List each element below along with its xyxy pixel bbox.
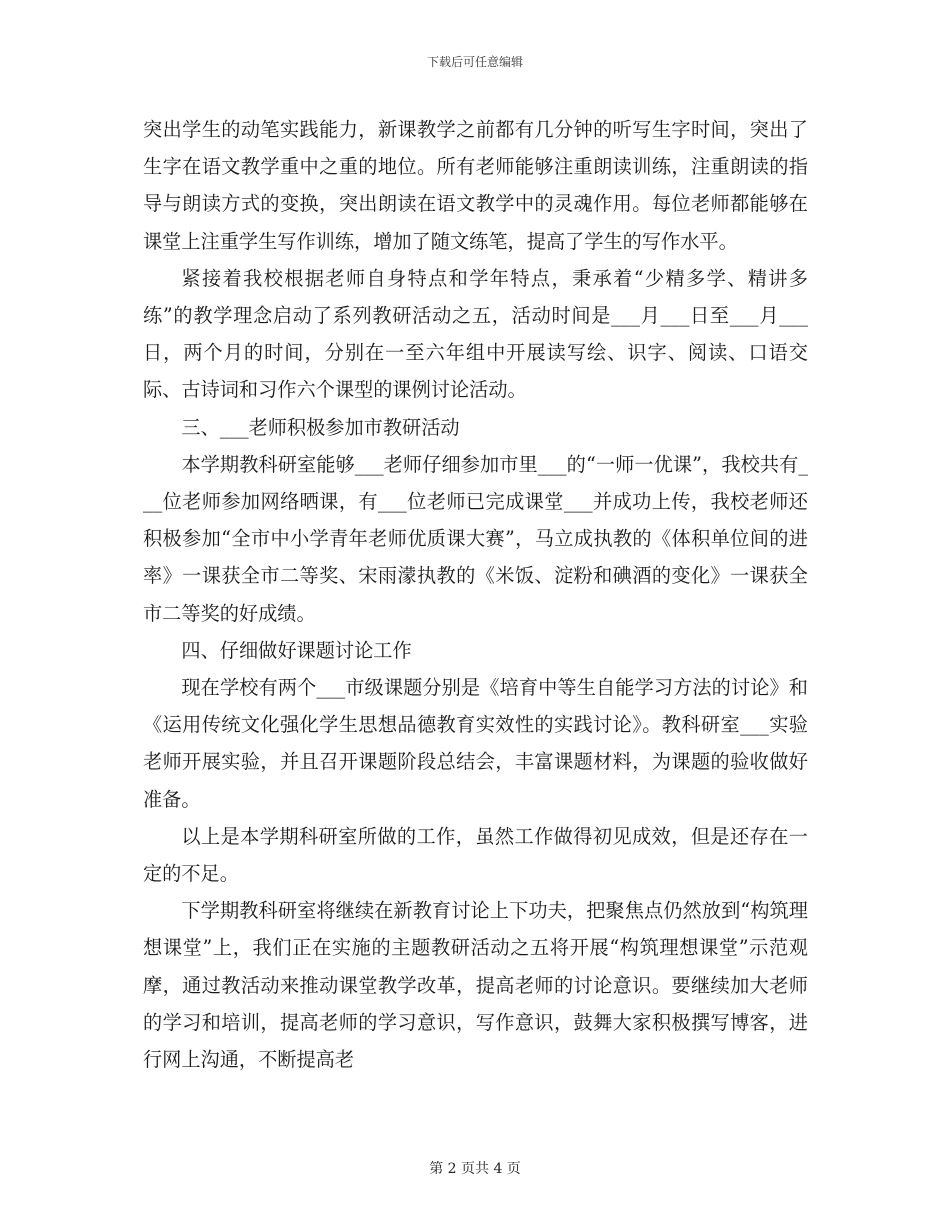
document-body [143, 111, 808, 1078]
section-heading-4: 四、仔细做好课题讨论工作 [181, 638, 412, 662]
section-heading-3: 三、___老师积极参加市教研活动 [181, 415, 460, 439]
paragraph-2: 紧接着我校根据老师自身特点和学年特点，秉承着“少精多学、精讲多练”的教学理念启动了系列教研活动之五，活动时间是___月___日至___月___日，两个月的时间，分别在一至六年组中开展读写绘、识字、阅读、口语交际、古诗词和习作六个课型的课例讨论活动。 [143, 266, 808, 402]
paragraph-5: 以上是本学期科研室所做的工作，虽然工作做得初见成效，但是还存在一定的不足。 [143, 824, 808, 886]
paragraph-3: 本学期教科研室能够___老师仔细参加市里___的“一师一优课”，我校共有___位老师参加网络晒课，有___位老师已完成课堂___并成功上传，我校老师还积极参加“全市中小学青年老师优质课大赛”，马立成执教的《体积单位间的进率》一课获全市二等奖、宋雨濛执教的《米饭、淀粉和碘酒的变化》一课获全市二等奖的好成绩。 [143, 452, 808, 625]
paragraph-6: 下学期教科研室将继续在新教育讨论上下功夫，把聚焦点仍然放到“构筑理想课堂”上，我们正在实施的主题教研活动之五将开展“构筑理想课堂”示范观摩，通过教活动来推动课堂教学改革，提高老师的讨论意识。要继续加大老师的学习和培训，提高老师的学习意识，写作意识，鼓舞大家积极撰写博客，进行网上沟通，不断提高老 [143, 899, 808, 1072]
page-footer: 第 2 页共 4 页 [429, 1161, 521, 1177]
paragraph-4: 现在学校有两个___市级课题分别是《培育中等生自能学习方法的讨论》和《运用传统文化强化学生思想品德教育实效性的实践讨论》。教科研室___实验老师开展实验，并且召开课题阶段总结会，丰富课题材料，为课题的验收做好准备。 [143, 676, 808, 811]
page-header: 下载后可任意编辑 [426, 55, 523, 69]
paragraph-1: 突出学生的动笔实践能力，新课教学之前都有几分钟的听写生字时间，突出了生字在语文教学重中之重的地位。所有老师能够注重朗读训练，注重朗读的指导与朗读方式的变换，突出朗读在语文教学中的灵魂作用。每位老师都能够在课堂上注重学生写作训练，增加了随文练笔，提高了学生的写作水平。 [143, 118, 808, 253]
